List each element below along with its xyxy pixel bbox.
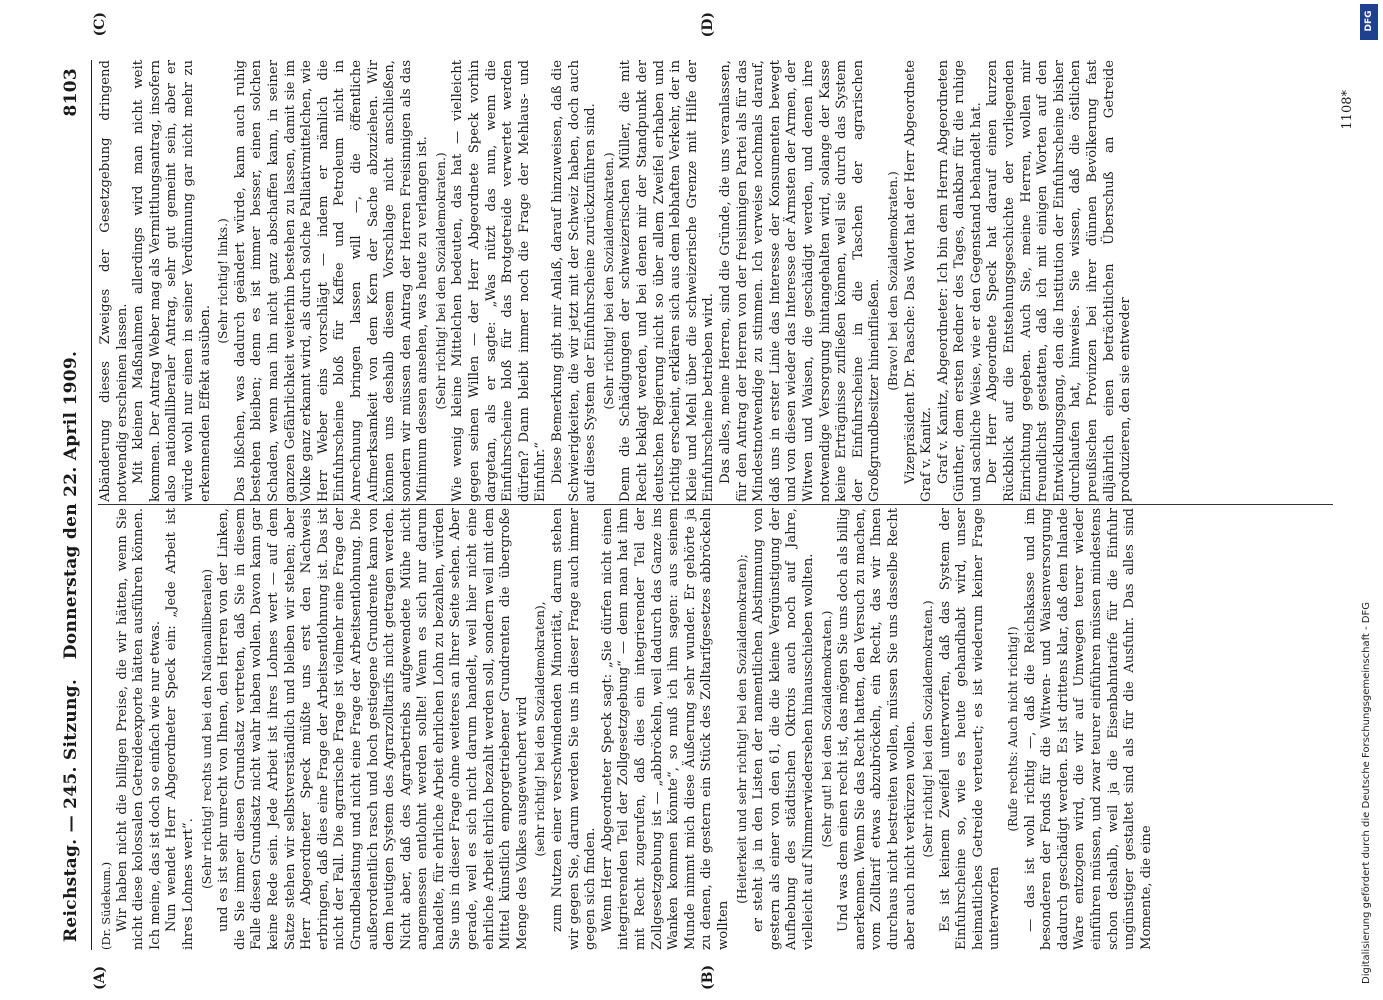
paragraph: Diese Bemerkung gibt mir Anlaß, darauf hinzuweisen, daß die Schwierigkeiten, die wir jetzt mit der Schweiz haben, doch auch auf dieses System der Einfuhrscheine zurückzuführen sind. (550, 60, 599, 502)
right-column (98, 60, 1333, 502)
paragraph: Graf v. Kanitz, Abgeordneter: Ich bin dem Herrn Abgeordneten Günther, dem ersten Redner des Tages, dankbar für die ruhige und sachliche Weise, wie er den Gegenstand behandelt hat. (935, 60, 984, 502)
interjection: (Heiterkeit und sehr richtig! bei den Sozialdemokraten); (734, 554, 749, 904)
header-session: Reichstag. — 245. Sitzung. (61, 678, 81, 942)
paragraph: Es ist keinem Zweifel unterworfen, daß das System der Einfuhrscheine so, wie es heute gehandhabt wird, unser heimatliches Getreide verteuert; es ist wiederum keiner Frage unterworfen (937, 508, 1003, 950)
margin-mark-a: (A) (92, 965, 108, 990)
paragraph: zum Nutzen einer verschwindenden Minorität, darum stehen wir gegen Sie, darum werden Sie uns in dieser Frage auch immer gegen sich finden. (550, 508, 599, 950)
paragraph: Der Herr Abgeordnete Speck hat darauf einen kurzen Rückblick auf die Entstehungsgeschichte der vorliegenden Einrichtung gegeben. Auch Sie, meine Herren, wollen mir freundlichst gestatten, daß ich mit einigen Worten auf den Entwicklungsgang, den die Institution der Einfuhrscheine bisher durchlaufen hat, hinweise. Sie wissen, daß die östlichen preußischen Provinzen bei ihrer dünnen Bevölkerung fast alljährlich einen beträchtlichen Überschuß an Getreide produzieren, den sie entweder (985, 60, 1134, 502)
paragraph: er steht ja in den Listen der namentlichen Abstimmung von gestern als einer von den 61, die die kleine Vergünstigung der Aufhebung des städtischen Oktrois auch noch auf Jahre, vielleicht auf Nimmerwiedersehen hinausschieben wollten. (751, 508, 816, 950)
speaker-tag: (Dr. Südekum.) (99, 861, 113, 950)
interjection: (Sehr gut! bei den Sozialdemokraten.) (819, 610, 834, 848)
interjection: (Sehr richtig! bei den Sozialdemokraten.) (601, 152, 616, 410)
paragraph: Mit kleinen Maßnahmen allerdings wird man nicht weit kommen. Der Antrag Weber mag als Vermittlungsantrag, insofern also nationalliberaler Antrag, sehr gut gemeint sein, aber er würde wohl nur einen in seiner Verdünnung gar nicht mehr zu erkennenden Effekt ausüben. (131, 60, 213, 502)
margin-mark-b: (B) (700, 964, 716, 990)
paragraph: Nun wendet Herr Abgeordneter Speck ein: „Jede Arbeit ist ihres Lohnes wert“. (164, 508, 196, 950)
margin-mark-c: (C) (92, 12, 108, 37)
dfg-logo (1360, 4, 1378, 40)
paragraph: Und was dem einen recht ist, das mögen Sie uns doch als billig anerkennen. Wenn Sie das Recht hatten, den Versuch zu machen, vom Zolltarif etwas abzubröckeln, ein Recht, das wir Ihnen durchaus nicht bestreiten wollen, müssen Sie uns dasselbe Recht aber auch nicht verkürzen wollen. (836, 508, 918, 950)
header-page-number: 8103 (61, 68, 81, 117)
interjection: (Sehr richtig! bei den Sozialdemokraten.) (433, 152, 448, 410)
interjection: (Sehr richtig! links.) (216, 218, 231, 344)
interjection: (Sehr richtig! rechts und bei den Nationalliberalen) (199, 569, 214, 889)
interjection: (Bravo! bei den Sozialdemokraten.) (885, 171, 900, 391)
paragraph: und es ist sehr unrecht von Ihnen, den Herren von der Linken, die Sie immer diesen Grundsatz vertreten, daß Sie in diesem Falle diesen Grundsatz nicht wahr haben wollen. Davon kann gar keine Rede sein. Jede Arbeit ist ihres Lohnes wert — auf dem Satze stehen wir selbstverständlich und bleiben wir stehen; aber Herr Abgeordneter Speck müßte uns erst den Nachweis erbringen, daß dies eine Frage der Arbeitsentlohnung ist. Das ist nicht der Fall. Die agrarische Frage ist vielmehr eine Frage der Grundbelastung und nicht eine Frage der Arbeitsentlohnung. Die außerordentlich rasch und hoch gestiegene Grundrente kann von dem heutigen System des Agrarzolltarifs nicht getragen werden. Nicht aber, daß des Agrarbetriebs aufgewendete Mühe nicht angemessen entlohnt werden sollte! Wenn es sich nur darum handelte, für ehrliche Arbeit ehrlichen Lohn zu bezahlen, würden Sie uns in dieser Frage ohne weiteres an Ihrer Seite sehen. Aber gerade, weil es sich nicht darum handelt, weil hier nicht eine ehrliche Arbeit ehrlich bezahlt werden soll, sondern weil mit dem Mittel künstlich emporgetriebener Grundrenten die übergroße Menge des Volkes ausgewuchert wird (216, 508, 530, 950)
paragraph: Das alles, meine Herren, sind die Gründe, die uns veranlassen, für den Antrag der Herren von der freisinnigen Partei als für das Mindestnotwendige zu stimmen. Ich verweise nochmals darauf, daß uns in erster Linie das Interesse der Konsumenten bewegt und von diesen wieder das Interesse der Ärmsten der Armen, der Witwen und Waisen, die geschädigt werden, und denen ihre notwendige Versorgung hintangehalten wird, solange der Kasse keine Erträgnisse zufließen können, weil sie durch das System der Einfuhrscheine in die Taschen der agrarischen Großgrundbesitzer hineinfließen. (717, 60, 883, 502)
paragraph: Wie wenig kleine Mittelchen bedeuten, das hat — vielleicht gegen seinen Willen — der Herr Abgeordnete Speck vorhin dargetan, als er sagte: „Was nützt das nun, wenn die Einfuhrscheine bloß für das Brotgetreide verwertet werden dürfen? Dann bleibt immer noch die Frage der Mehlaus- und Einfuhr.“ (450, 60, 549, 502)
footer-number: 1108* (1340, 90, 1355, 130)
interjection: (Rufe rechts: Auch nicht richtig!) (1006, 626, 1021, 832)
interjection: (Sehr richtig! bei den Sozialdemokraten.) (921, 600, 936, 858)
header-date: Donnerstag den 22. April 1909. (61, 350, 81, 660)
paragraph: Wir haben nicht die billigen Preise, die wir hätten, wenn Sie nicht diese kolossalen Getreideexporte hätten ausführen können. Ich meine, das ist doch so einfach wie nur etwas. (114, 508, 163, 950)
paragraph: Denn die Schädigungen der schweizerischen Müller, die mit Recht beklagt werden, und bei denen mir der Standpunkt der deutschen Regierung nicht so über allem Zweifel erhaben und richtig erscheint, erklären sich aus dem lebhaften Verkehr, der in Kleie und Mehl über die schweizerische Grenze mit Hilfe der Einfuhrscheine betrieben wird. (618, 60, 717, 502)
paragraph: — das ist wohl richtig —, daß die Reichskasse und im besonderen der Fonds für die Witwen- und Waisenversorgung dadurch geschädigt werden. Es ist drittens klar, daß dem Inlande Ware entzogen wird, die wir auf Umwegen teurer wieder einführen müssen, und zwar teurer einführen müssen mindestens schon deshalb, weil ja die Eisenbahntarife für die Einfuhr ungünstiger gestaltet sind als für die Ausfuhr. Das alles sind Momente, die eine (1022, 508, 1154, 950)
text-columns (98, 60, 1333, 950)
digitization-sidebar (1359, 4, 1379, 1000)
margin-mark-d: (D) (700, 12, 716, 38)
page-header (55, 60, 92, 950)
paragraph: Das bißchen, was dadurch geändert würde, kann auch ruhig bestehen bleiben; denn es ist immer besser, einen solchen Schaden, wenn man ihn nicht ganz abschaffen kann, in seiner ganzen Gefährlichkeit weiterhin bestehen zu lassen, damit sie im Volke ganz erkannt wird, als durch solche Palliativmittelchen, wie Herr Weber eins vorschlägt — indem er nämlich die Einfuhrscheine bloß für Kaffee und Petroleum nicht in Anrechnung bringen lassen will —, die öffentliche Aufmerksamkeit von dem Kern der Sache abzuziehen. Wir können uns deshalb diesem Vorschlage nicht anschließen, sondern wir müssen den Antrag der Herren Freisinnigen als das Minimum dessen ansehen, was heute zu verlangen ist. (232, 60, 431, 502)
paragraph: Vizepräsident Dr. Paasche: Das Wort hat der Herr Abgeordnete Graf v. Kanitz. (902, 60, 935, 502)
interjection: (sehr richtig! bei den Sozialdemokraten), (533, 601, 548, 857)
dfg-logo-text: DFG (1364, 10, 1374, 32)
digitization-notice: Digitalisierung gefördert durch die Deutsche Forschungsgemeinschaft - DFG (1361, 601, 1372, 984)
paragraph: Abänderung dieses Zweiges der Gesetzgebung dringend notwendig erscheinen lassen. (98, 60, 130, 502)
left-column (98, 508, 1333, 950)
column-divider (98, 504, 1333, 505)
paragraph: Wenn Herr Abgeordneter Speck sagt: „Sie dürfen nicht einen integrierenden Teil der Zollgesetzgebung“ — denn man hat ihm mit Recht zugerufen, daß dies ein integrierender Teil der Zollgesetzgebung ist — „abbröckeln, weil dadurch das Ganze ins Wanken kommen könnte“, so muß ich ihm sagen: aus seinem Munde nimmt mich diese Äußerung sehr wunder. Er gehörte ja zu denen, die gestern ein Stück des Zolltarifgesetzes abbröckeln wollten (599, 508, 731, 950)
